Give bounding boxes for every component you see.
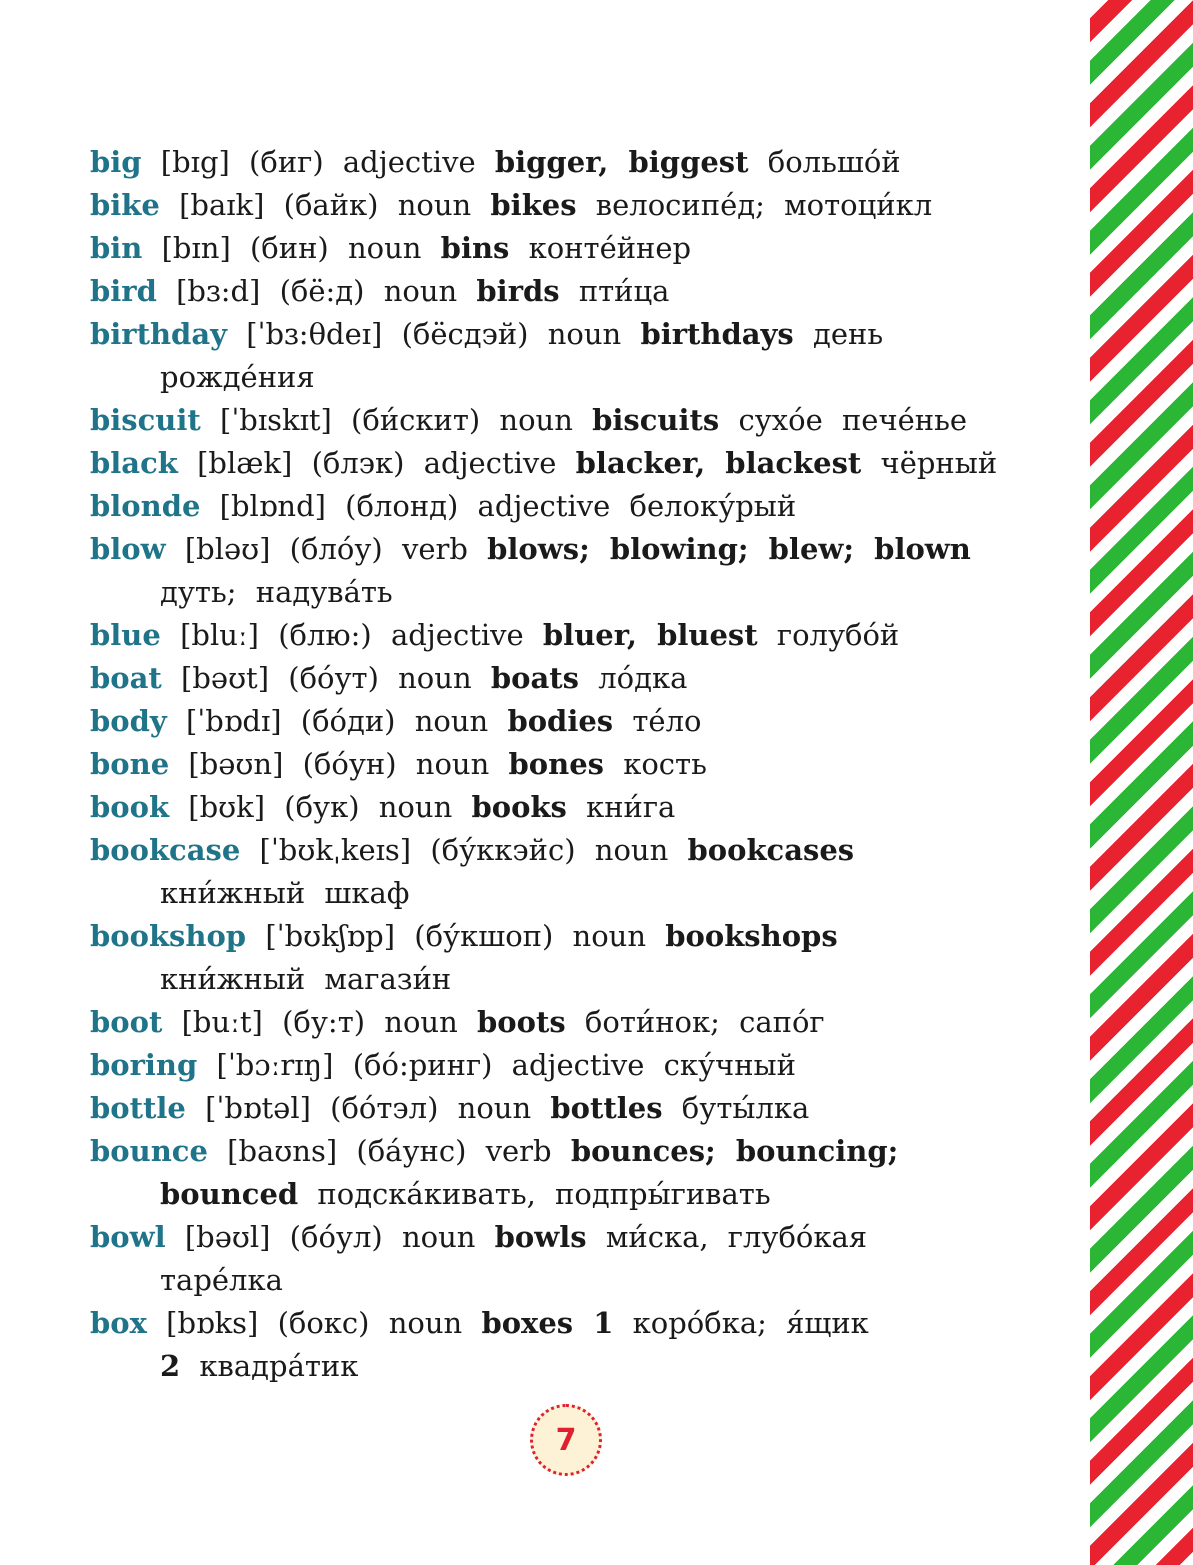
part-of-speech: noun bbox=[457, 1091, 532, 1125]
dictionary-entry bbox=[90, 270, 1060, 313]
dictionary-entry bbox=[90, 1130, 1060, 1216]
translation: кость bbox=[623, 747, 707, 781]
part-of-speech: noun bbox=[398, 661, 472, 695]
dictionary-entry bbox=[90, 485, 1060, 528]
transcription: [ˈbɔːrɪŋ] bbox=[216, 1048, 334, 1082]
translation: те́ло bbox=[632, 704, 702, 738]
headword: bike bbox=[90, 188, 160, 222]
pronunciation: (бо́тэл) bbox=[330, 1091, 439, 1125]
pronunciation: (биг) bbox=[249, 145, 324, 179]
transcription: [bɪn] bbox=[161, 231, 231, 265]
word-forms: boxes 1 bbox=[481, 1306, 614, 1340]
entry-continuation bbox=[90, 1345, 1060, 1388]
dictionary-entry bbox=[90, 313, 1060, 399]
pronunciation: (бёсдэй) bbox=[401, 317, 529, 351]
dictionary-entry bbox=[90, 614, 1060, 657]
transcription: [blɒnd] bbox=[219, 489, 326, 523]
word-forms: boots bbox=[477, 1005, 566, 1039]
transcription: [bɜ:d] bbox=[176, 274, 261, 308]
translation: дуть; надува́ть bbox=[160, 575, 393, 609]
headword: boring bbox=[90, 1048, 198, 1082]
translation: таре́лка bbox=[160, 1263, 283, 1297]
headword: boat bbox=[90, 661, 162, 695]
pronunciation: (бук) bbox=[284, 790, 360, 824]
pronunciation: (бо́ди) bbox=[300, 704, 396, 738]
transcription: [bluː] bbox=[180, 618, 259, 652]
pronunciation: (бло́у) bbox=[289, 532, 383, 566]
transcription: [bləʊ] bbox=[184, 532, 271, 566]
part-of-speech: noun bbox=[378, 790, 453, 824]
word-forms: bounces; bouncing; bbox=[570, 1134, 899, 1168]
translation: кни́га bbox=[586, 790, 676, 824]
word-forms: blacker, blackest bbox=[575, 446, 862, 480]
word-forms: bigger, biggest bbox=[494, 145, 749, 179]
transcription: [bʊk] bbox=[188, 790, 266, 824]
headword: bone bbox=[90, 747, 170, 781]
headword: blonde bbox=[90, 489, 201, 523]
translation: рожде́ния bbox=[160, 360, 315, 394]
translation: боти́нок; сапо́г bbox=[584, 1005, 825, 1039]
dictionary-entry bbox=[90, 743, 1060, 786]
pronunciation: (бё:д) bbox=[279, 274, 365, 308]
page-number: 7 bbox=[555, 1422, 577, 1458]
headword: biscuit bbox=[90, 403, 201, 437]
entry-continuation bbox=[90, 872, 1060, 915]
dictionary-entry bbox=[90, 528, 1060, 614]
word-forms: birthdays bbox=[640, 317, 794, 351]
word-forms: bodies bbox=[507, 704, 614, 738]
translation: ми́ска, глубо́кая bbox=[605, 1220, 868, 1254]
headword: black bbox=[90, 446, 178, 480]
transcription: [blæk] bbox=[197, 446, 293, 480]
page-number-badge bbox=[530, 1404, 602, 1476]
translation: белоку́рый bbox=[629, 489, 797, 523]
part-of-speech: noun bbox=[594, 833, 669, 867]
headword: body bbox=[90, 704, 167, 738]
part-of-speech: adjective bbox=[511, 1048, 645, 1082]
translation: велосипе́д; мотоци́кл bbox=[595, 188, 933, 222]
word-forms: books bbox=[471, 790, 567, 824]
word-forms: bookcases bbox=[687, 833, 855, 867]
transcription: [buːt] bbox=[181, 1005, 263, 1039]
translation: кни́жный шкаф bbox=[160, 876, 410, 910]
dictionary-entry bbox=[90, 399, 1060, 442]
headword: big bbox=[90, 145, 142, 179]
dictionary-entry bbox=[90, 141, 1060, 184]
pronunciation: (бо́:ринг) bbox=[352, 1048, 493, 1082]
dictionary-entry bbox=[90, 1087, 1060, 1130]
word-forms: birds bbox=[476, 274, 560, 308]
transcription: [ˈbɒtəl] bbox=[205, 1091, 311, 1125]
translation: ску́чный bbox=[663, 1048, 796, 1082]
dictionary-entry bbox=[90, 227, 1060, 270]
headword: blue bbox=[90, 618, 161, 652]
part-of-speech: noun bbox=[401, 1220, 476, 1254]
word-forms: bones bbox=[508, 747, 604, 781]
headword: birthday bbox=[90, 317, 227, 351]
part-of-speech: noun bbox=[572, 919, 647, 953]
word-forms: biscuits bbox=[592, 403, 720, 437]
word-forms: bottles bbox=[550, 1091, 663, 1125]
dictionary-entry bbox=[90, 915, 1060, 1001]
dictionary-entry bbox=[90, 1302, 1060, 1388]
part-of-speech: verb bbox=[485, 1134, 552, 1168]
headword: bookshop bbox=[90, 919, 247, 953]
dictionary-entries bbox=[90, 141, 1060, 1388]
entry-continuation bbox=[90, 571, 1060, 614]
pronunciation: (ба́унс) bbox=[356, 1134, 467, 1168]
pronunciation: (блю:) bbox=[278, 618, 372, 652]
translation: конте́йнер bbox=[528, 231, 692, 265]
entry-continuation bbox=[90, 1173, 1060, 1216]
part-of-speech: noun bbox=[414, 704, 489, 738]
translation: ло́дка bbox=[598, 661, 688, 695]
transcription: [ˈbɒdɪ] bbox=[185, 704, 282, 738]
translation: чёрный bbox=[880, 446, 998, 480]
dictionary-entry bbox=[90, 442, 1060, 485]
translation: сухо́е пече́нье bbox=[738, 403, 968, 437]
translation: большо́й bbox=[767, 145, 901, 179]
transcription: [bəʊn] bbox=[188, 747, 284, 781]
pronunciation: (блэк) bbox=[311, 446, 405, 480]
word-forms: blows; blowing; blew; blown bbox=[487, 532, 971, 566]
transcription: [ˈbʊkʃɒp] bbox=[265, 919, 396, 953]
headword: bounce bbox=[90, 1134, 208, 1168]
translation: пти́ца bbox=[578, 274, 670, 308]
pronunciation: (бо́ул) bbox=[289, 1220, 383, 1254]
transcription: [baʊns] bbox=[227, 1134, 338, 1168]
translation: голубо́й bbox=[776, 618, 900, 652]
headword: bookcase bbox=[90, 833, 241, 867]
part-of-speech: noun bbox=[383, 274, 458, 308]
transcription: [baɪk] bbox=[179, 188, 265, 222]
part-of-speech: noun bbox=[397, 188, 472, 222]
dictionary-entry bbox=[90, 1001, 1060, 1044]
dictionary-entry bbox=[90, 184, 1060, 227]
pronunciation: (бин) bbox=[249, 231, 329, 265]
entry-continuation bbox=[90, 1259, 1060, 1302]
headword: bowl bbox=[90, 1220, 166, 1254]
part-of-speech: verb bbox=[401, 532, 468, 566]
pronunciation: (бу́кшоп) bbox=[414, 919, 554, 953]
transcription: [bəʊl] bbox=[184, 1220, 271, 1254]
part-of-speech: adjective bbox=[477, 489, 611, 523]
pronunciation: (бо́ун) bbox=[302, 747, 397, 781]
translation: подска́кивать, подпры́гивать bbox=[317, 1177, 771, 1211]
pronunciation: (бо́ут) bbox=[288, 661, 379, 695]
transcription: [ˈbʊkˌkeɪs] bbox=[259, 833, 412, 867]
part-of-speech: noun bbox=[347, 231, 422, 265]
part-of-speech: adjective bbox=[423, 446, 557, 480]
dictionary-entry bbox=[90, 1044, 1060, 1087]
part-of-speech: noun bbox=[388, 1306, 463, 1340]
translation: коро́бка; я́щик bbox=[632, 1306, 869, 1340]
pronunciation: (байк) bbox=[283, 188, 379, 222]
pronunciation: (блонд) bbox=[345, 489, 459, 523]
candy-stripe-border bbox=[1090, 0, 1193, 1565]
word-forms: boats bbox=[490, 661, 579, 695]
headword: blow bbox=[90, 532, 166, 566]
word-forms: bookshops bbox=[665, 919, 838, 953]
dictionary-entry bbox=[90, 700, 1060, 743]
part-of-speech: noun bbox=[384, 1005, 458, 1039]
translation: кни́жный магази́н bbox=[160, 962, 452, 996]
transcription: [ˈbɜ:θdeɪ] bbox=[246, 317, 383, 351]
pronunciation: (бокс) bbox=[277, 1306, 370, 1340]
word-forms: bowls bbox=[494, 1220, 587, 1254]
headword: book bbox=[90, 790, 170, 824]
word-forms: bounced bbox=[160, 1177, 299, 1211]
headword: bird bbox=[90, 274, 157, 308]
part-of-speech: noun bbox=[547, 317, 622, 351]
transcription: [bəʊt] bbox=[181, 661, 270, 695]
pronunciation: (би́скит) bbox=[351, 403, 481, 437]
dictionary-entry bbox=[90, 1216, 1060, 1302]
part-of-speech: noun bbox=[499, 403, 573, 437]
dictionary-entry bbox=[90, 657, 1060, 700]
transcription: [bɪg] bbox=[160, 145, 230, 179]
word-forms: 2 bbox=[160, 1349, 181, 1383]
pronunciation: (бу:т) bbox=[282, 1005, 366, 1039]
pronunciation: (бу́ккэйс) bbox=[430, 833, 576, 867]
dictionary-entry bbox=[90, 829, 1060, 915]
word-forms: bins bbox=[440, 231, 510, 265]
word-forms: bluer, bluest bbox=[542, 618, 758, 652]
headword: bottle bbox=[90, 1091, 186, 1125]
translation: буты́лка bbox=[681, 1091, 810, 1125]
headword: boot bbox=[90, 1005, 163, 1039]
part-of-speech: adjective bbox=[342, 145, 476, 179]
part-of-speech: adjective bbox=[390, 618, 524, 652]
dictionary-entry bbox=[90, 786, 1060, 829]
part-of-speech: noun bbox=[415, 747, 490, 781]
headword: bin bbox=[90, 231, 143, 265]
translation: день bbox=[812, 317, 884, 351]
entry-continuation bbox=[90, 958, 1060, 1001]
transcription: [bɒks] bbox=[166, 1306, 259, 1340]
transcription: [ˈbɪskɪt] bbox=[220, 403, 332, 437]
entry-continuation bbox=[90, 356, 1060, 399]
translation: квадра́тик bbox=[199, 1349, 359, 1383]
headword: box bbox=[90, 1306, 147, 1340]
word-forms: bikes bbox=[490, 188, 577, 222]
